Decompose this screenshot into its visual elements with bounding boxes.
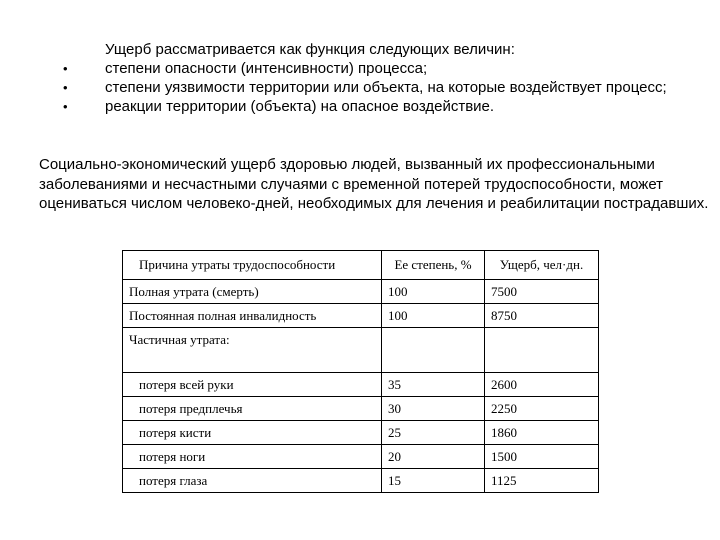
- cell-cause: потеря всей руки: [123, 373, 382, 397]
- bullet-icon: •: [63, 99, 68, 114]
- cell-cause: потеря глаза: [123, 469, 382, 493]
- table-row: [123, 397, 599, 421]
- cell-degree: 15: [382, 469, 485, 493]
- cell-cause: потеря кисти: [123, 421, 382, 445]
- cell-damage: 1860: [485, 421, 599, 445]
- cell-degree: 100: [382, 280, 485, 304]
- table-row: [123, 304, 599, 328]
- cell-cause: Частичная утрата:: [123, 328, 382, 373]
- bullet-text: степени уязвимости территории или объекта, на которые воздействует процесс;: [105, 79, 667, 96]
- table-row: [123, 469, 599, 493]
- cell-damage: 2600: [485, 373, 599, 397]
- damage-table: [122, 250, 599, 493]
- header-degree: Ее степень, %: [382, 251, 485, 280]
- bullet-list: [63, 59, 667, 116]
- cell-cause: потеря ноги: [123, 445, 382, 469]
- bullet-item: [63, 78, 667, 97]
- cell-damage: 1500: [485, 445, 599, 469]
- header-cause: Причина утраты трудоспособности: [123, 251, 382, 280]
- cell-cause: потеря предплечья: [123, 397, 382, 421]
- bullet-text: реакции территории (объекта) на опасное воздействие.: [105, 98, 495, 115]
- cell-damage: 2250: [485, 397, 599, 421]
- bullet-item: [63, 97, 667, 116]
- cell-degree: 20: [382, 445, 485, 469]
- bullet-item: [63, 59, 667, 78]
- cell-cause: Постоянная полная инвалидность: [123, 304, 382, 328]
- table-row: [123, 280, 599, 304]
- cell-cause: Полная утрата (смерть): [123, 280, 382, 304]
- description-paragraph: Социально-экономический ущерб здоровью людей, вызванный их профессиональными заболеваниями и несчастными случаями с временной потерей трудоспособности, может оцениваться числом человеко-дней, необходимых для лечения и реабилитации пострадавших.: [39, 156, 709, 212]
- table-row: [123, 421, 599, 445]
- cell-degree: [382, 328, 485, 373]
- cell-damage: 1125: [485, 469, 599, 493]
- cell-degree: 100: [382, 304, 485, 328]
- cell-damage: 7500: [485, 280, 599, 304]
- bullet-text: степени опасности (интенсивности) процесса;: [105, 60, 428, 77]
- table-row: [123, 373, 599, 397]
- cell-degree: 30: [382, 397, 485, 421]
- table-row: [123, 445, 599, 469]
- header-damage: Ущерб, чел·дн.: [485, 251, 599, 280]
- table-header-row: [123, 251, 599, 280]
- bullet-icon: •: [63, 61, 68, 76]
- cell-degree: 25: [382, 421, 485, 445]
- bullet-icon: •: [63, 80, 68, 95]
- cell-degree: 35: [382, 373, 485, 397]
- table-row: [123, 328, 599, 373]
- cell-damage: 8750: [485, 304, 599, 328]
- cell-damage: [485, 328, 599, 373]
- intro-heading: Ущерб рассматривается как функция следующих величин:: [105, 41, 515, 58]
- intro-block: [63, 40, 667, 116]
